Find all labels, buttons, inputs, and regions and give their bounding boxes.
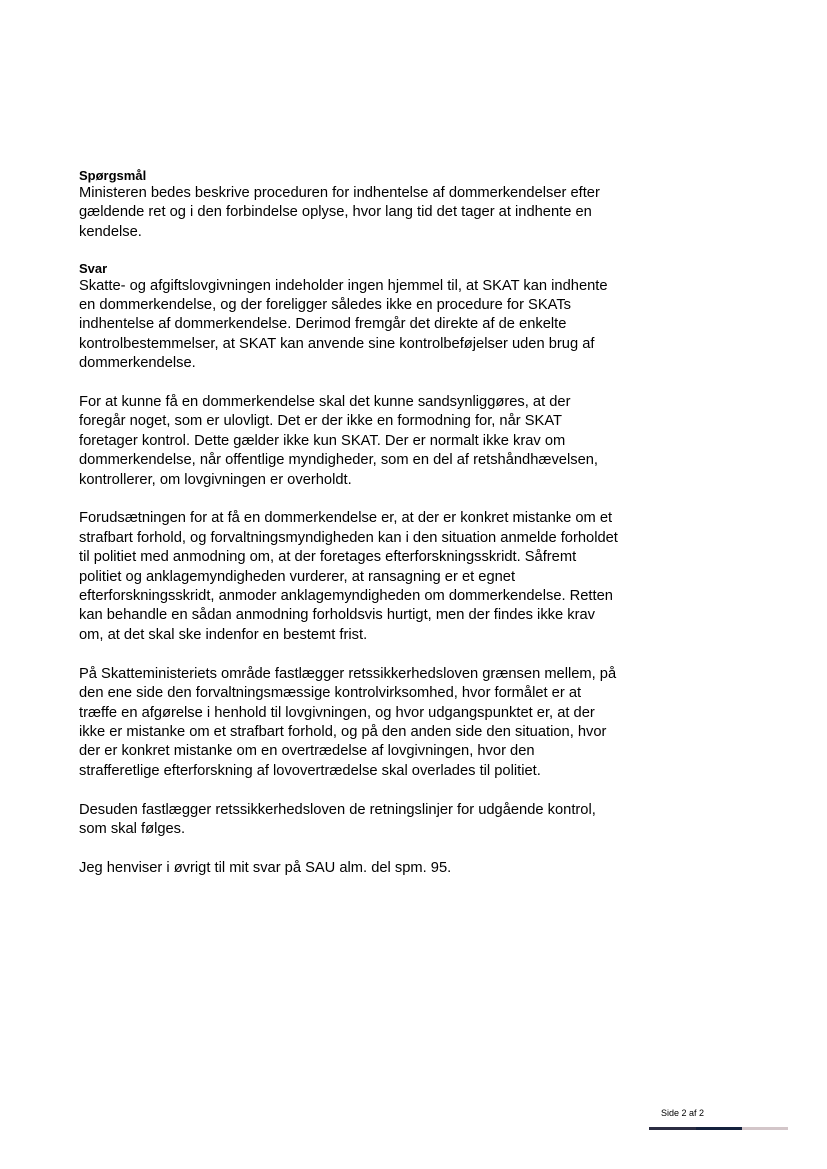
answer-paragraph-3: Forudsætningen for at få en dommerkendelse er, at der er konkret mistanke om et strafbart forhold, og forvaltningsmyndigheden kan i den situation anmelde forholdet til politiet med anmodning om, at der foretages efterforskningsskridt. Såfremt politiet og anklagemyndigheden vurderer, at ransagning er et egnet efterforskningsskridt, anmoder anklagemyndigheden om dommerkendelse. Retten kan behandle en sådan anmodning forholdsvis hurtigt, men der findes ikke krav om, at det skal ske indenfor en bestemt frist. (79, 510, 618, 643)
footer-bar-segment-3 (742, 1127, 788, 1130)
question-section (79, 169, 619, 242)
answer-paragraph-4: På Skatteministeriets område fastlægger retssikkerhedsloven grænsen mellem, på den ene side den forvaltningsmæssige kontrolvirksomhed, hvor formålet er at træffe en afgørelse i henhold til lovgivningen, og hvor udgangspunktet er, at der ikke er mistanke om et strafbart forhold, og på den anden side den situation, hvor der er konkret mistanke om en overtrædelse af lovgivningen, hvor den strafferetlige efterforskning af lovovertrædelse skal overlades til politiet. (79, 665, 617, 779)
answer-section (79, 262, 619, 879)
paragraph-spacer (79, 781, 619, 800)
page-number: Side 2 af 2 (661, 1108, 705, 1118)
paragraph-spacer (79, 645, 619, 664)
answer-paragraph-1: Skatte- og afgiftslovgivningen indeholder ingen hjemmel til, at SKAT kan indhente en dommerkendelse, og der foreligger således ikke en procedure for SKATs indhentelse af dommerkendelse. Derimod fremgår det direkte af de enkelte kontrolbestemmelser, at SKAT kan anvende sine kontrolbeføjelser uden brug af dommerkendelse. (79, 277, 608, 372)
question-paragraph: Ministeren bedes beskrive proceduren for indhentelse af dommerkendelser efter gældende ret og i den forbindelse oplyse, hvor lang tid det tager at indhente en kendelse. (79, 185, 600, 240)
answer-paragraph-6: Jeg henviser i øvrigt til mit svar på SAU alm. del spm. 95. (79, 859, 452, 876)
footer-bar-segment-1 (649, 1127, 696, 1130)
answer-heading: Svar (79, 260, 108, 276)
section-spacer (79, 242, 619, 261)
answer-paragraph-5: Desuden fastlægger retssikkerhedsloven de retningslinjer for udgående kontrol, som skal følges. (79, 801, 596, 837)
answer-paragraph-2: For at kunne få en dommerkendelse skal det kunne sandsynliggøres, at der foregår noget, som er ulovligt. Det er der ikke en formodning for, når SKAT foretager kontrol. Dette gælder ikke kun SKAT. Der er normalt ikke krav om dommerkendelse, når offentlige myndigheder, som en del af retshåndhævelsen, kontrollerer, om lovgivningen er overholdt. (79, 394, 598, 488)
footer-bar-segment-2 (696, 1127, 742, 1130)
question-heading: Spørgsmål (79, 168, 147, 183)
paragraph-spacer (79, 490, 619, 509)
paragraph-spacer (79, 839, 619, 858)
document-body (79, 169, 619, 878)
paragraph-spacer (79, 374, 619, 393)
